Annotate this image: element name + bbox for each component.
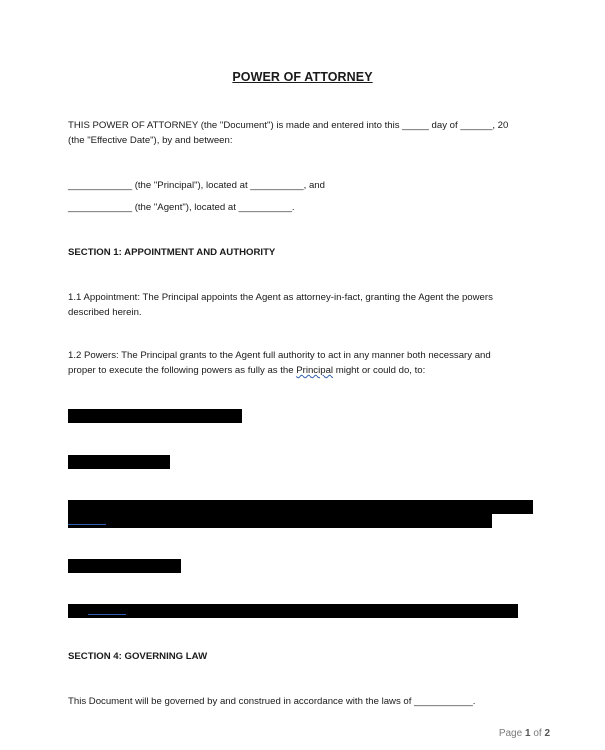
principal-spellcheck-word: Principal [296,365,334,376]
intro-line-2: (the "Effective Date"), by and between: [68,135,233,146]
section-1-2-line-2 [68,363,425,378]
total-pages: 2 [544,728,550,739]
section-1-2-line-1: 1.2 Powers: The Principal grants to the Agent full authority to act in any manner both necessary and [68,350,491,361]
current-page: 1 [524,728,531,739]
redaction-block-1 [68,409,242,423]
redacted-link-underline-1 [68,524,106,525]
document-title: POWER OF ATTORNEY [232,70,373,84]
principal-line: ____________ (the "Principal"), located at __________, and [68,180,325,191]
redaction-block-6 [68,604,518,618]
redaction-block-4 [68,514,492,528]
redaction-block-5 [68,559,181,573]
governing-law-line: This Document will be governed by and construed in accordance with the laws of ___________. [68,696,476,707]
powers-text-post: might or could do, to: [333,365,426,376]
redacted-link-underline-2 [88,614,126,615]
agent-line: ____________ (the "Agent"), located at __________. [68,202,295,213]
page-label: Page [498,728,523,739]
powers-text-pre: proper to execute the following powers as fully as the [68,365,297,376]
of-label: of [533,728,542,739]
section-1-1-line-2: described herein. [68,307,142,318]
section-1-heading: SECTION 1: APPOINTMENT AND AUTHORITY [68,247,276,258]
intro-line-1: THIS POWER OF ATTORNEY (the "Document") is made and entered into this _____ day of ______, 20 [68,120,509,131]
redaction-block-2 [68,455,170,469]
section-4-heading: SECTION 4: GOVERNING LAW [68,651,208,662]
section-1-1-line-1: 1.1 Appointment: The Principal appoints the Agent as attorney-in-fact, granting the Agent the powers [68,292,493,303]
page-number [499,728,550,739]
redaction-block-3 [68,500,533,514]
